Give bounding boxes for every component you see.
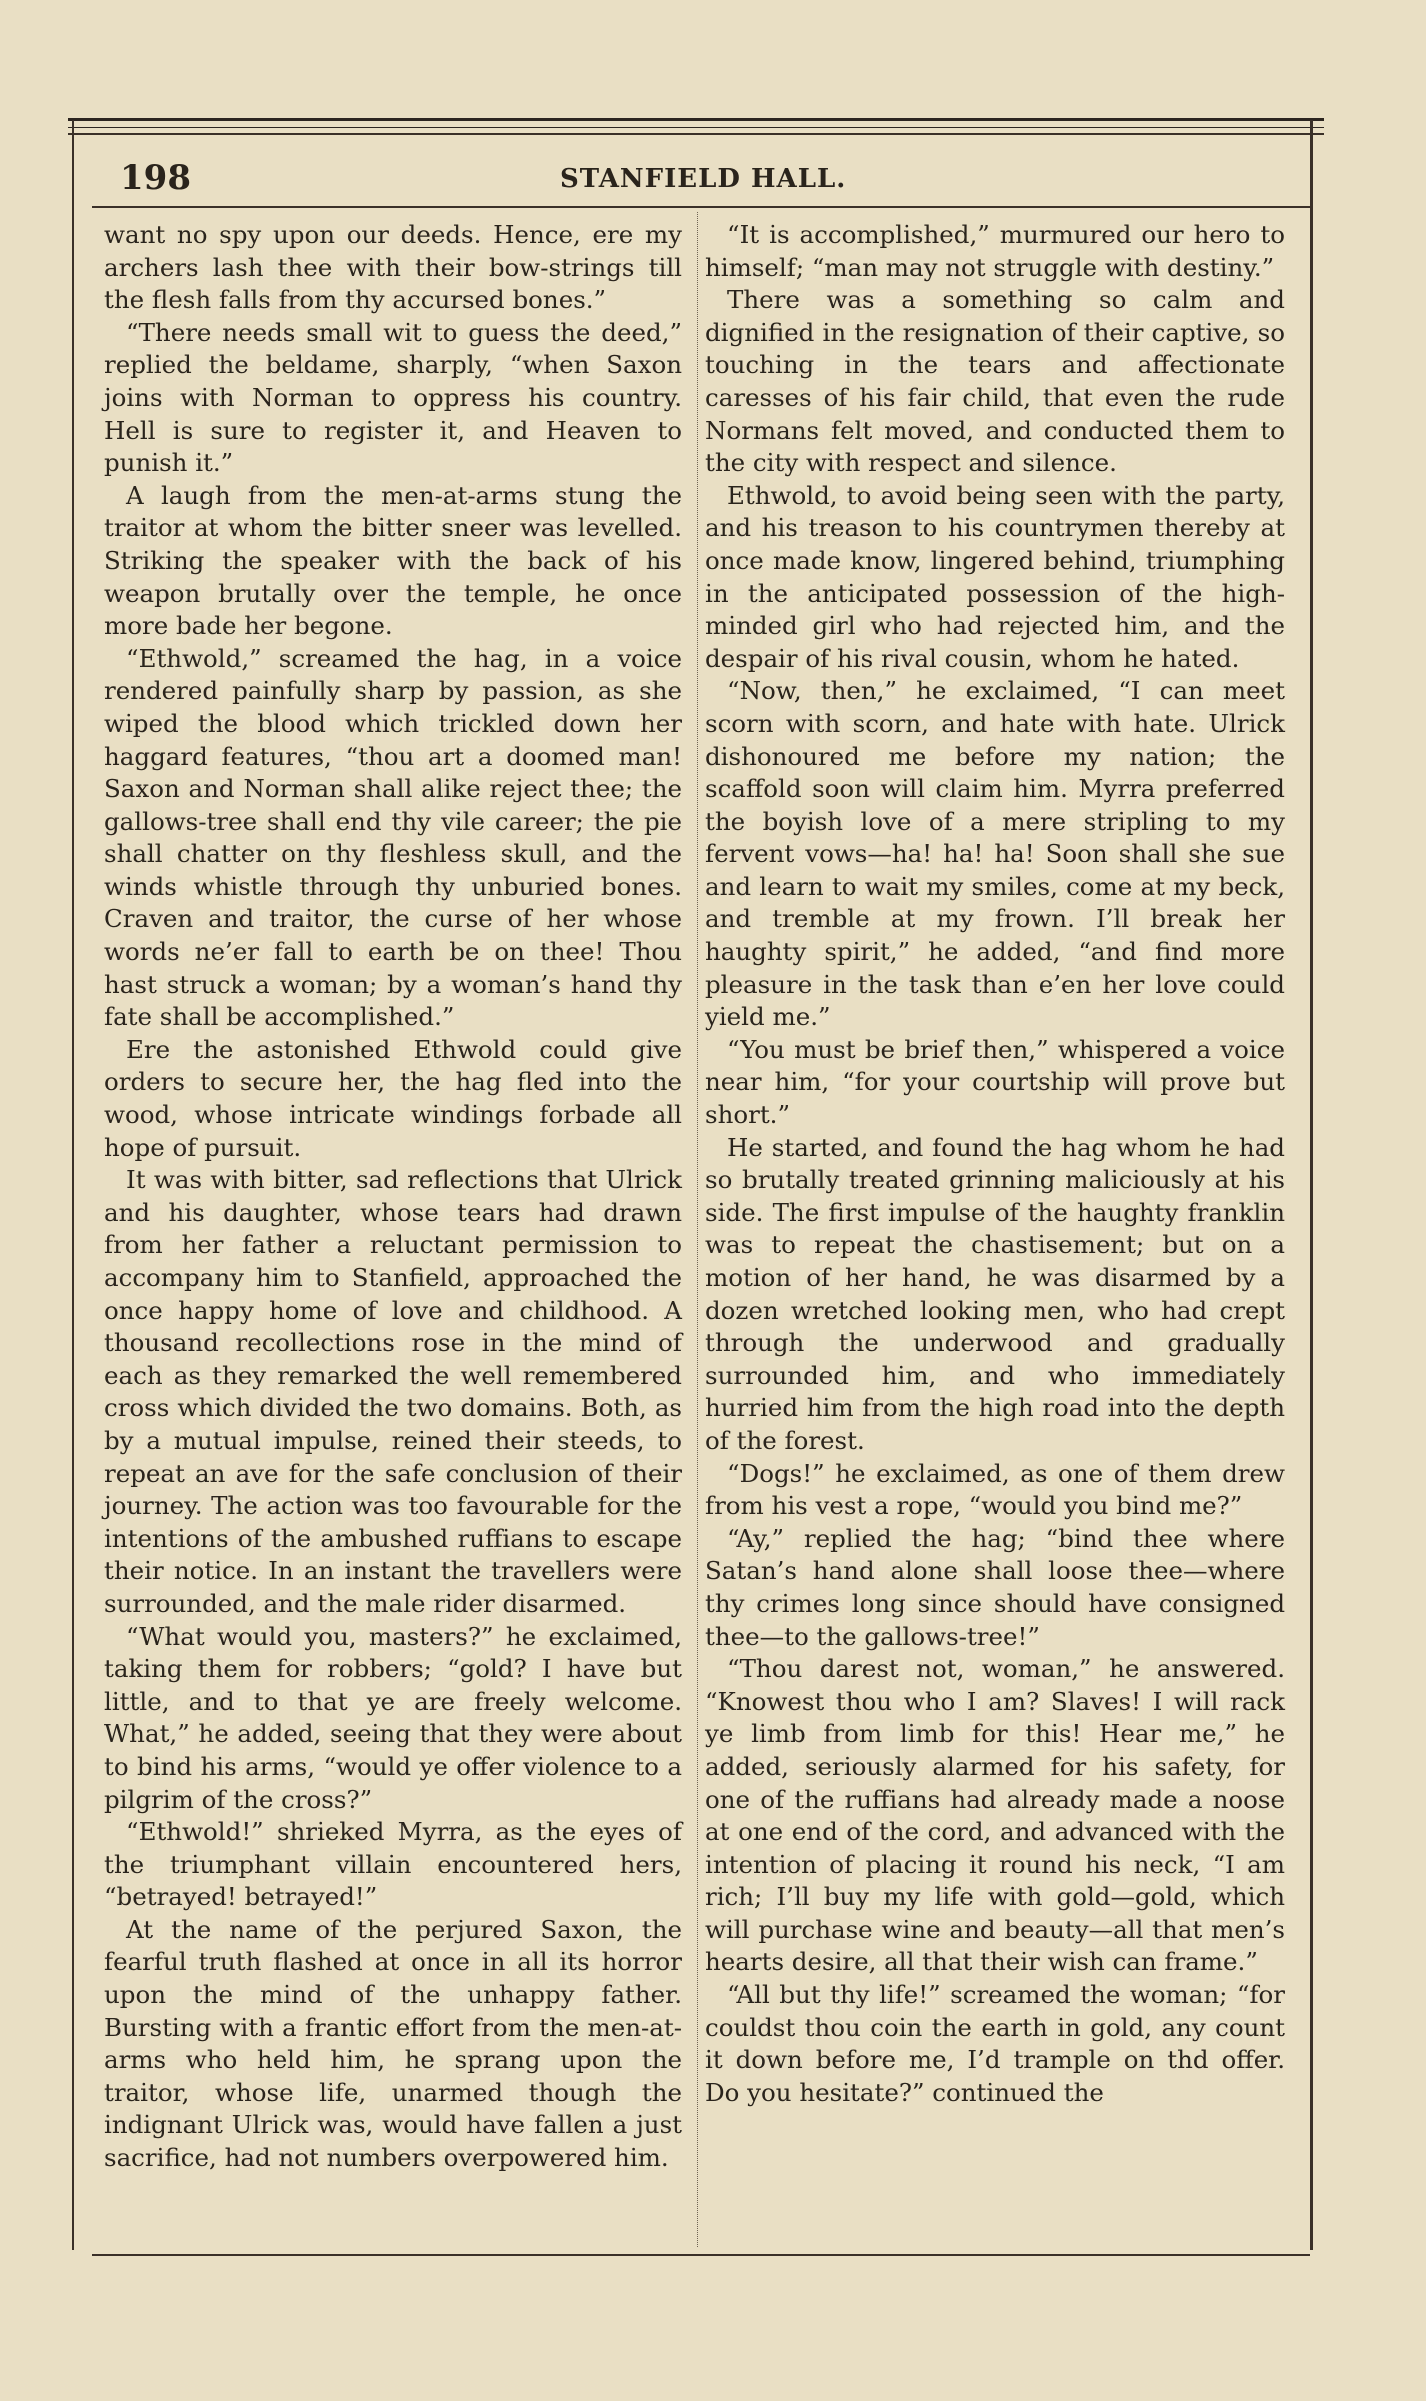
paragraph: He started, and found the hag whom he had so brutally treated grinning maliciously at his side. The first impulse of the haughty franklin was to repeat the chastisement; but on a motion of her hand, he was disarmed by a dozen wretched looking men, who had crept through the underwood and gradually surrounded him, and who immediately hurried him from the high road into the depth of the forest. — [705, 1132, 1285, 1455]
left-border-line — [72, 120, 74, 2250]
paragraph: “Thou darest not, woman,” he answered. “Knowest thou who I am? Slaves! I will rack ye limb from limb for this! Hear me,” he added, seriously alarmed for his safety, for one of the ruffians had already made a noose at one end of the cord, and advanced with the intention of placing it round his neck, “I am rich; I’ll buy my life with gold—gold, which will purchase wine and beauty—all that men’s hearts desire, all that their wish can frame.” — [705, 1654, 1285, 1977]
paragraph: “All but thy life!” screamed the woman; “for couldst thou coin the earth in gold, any count it down before me, I’d trample on thd offer. Do you hesitate?” continued the — [705, 1980, 1285, 2107]
paragraph: At the name of the perjured Saxon, the fearful truth flashed at once in all its horror upon the mind of the unhappy father. Bursting with a frantic effort from the men-at-arms who held him, he sprang upon the traitor, whose life, unarmed though the indignant Ulrick was, would have fallen a just sacrifice, had not numbers overpowered him. — [104, 1914, 682, 2173]
paragraph: There was a something so calm and dignified in the resignation of their captive, so touching in the tears and affectionate caresses of his fair child, that even the rude Normans felt moved, and conducted them to the city with respect and silence. — [705, 285, 1285, 478]
header-rule — [92, 206, 1310, 208]
top-border-rule-inner — [68, 133, 1324, 135]
paragraph: “Ethwold,” screamed the hag, in a voice rendered painfully sharp by passion, as she wiped the blood which trickled down her haggard features, “thou art a doomed man! Saxon and Norman shall alike reject thee; the gallows-tree shall end thy vile career; the pie shall chatter on thy fleshless skull, and the winds whistle through thy unburied bones. Craven and traitor, the curse of her whose words ne’er fall to earth be on thee! Thou hast struck a woman; by a woman’s hand thy fate shall be accomplished.” — [104, 643, 682, 1032]
paragraph: “Ay,” replied the hag; “bind thee where Satan’s hand alone shall loose thee—where thy crimes long since should have consigned thee—to the gallows-tree!” — [705, 1523, 1285, 1651]
right-border-line — [1310, 120, 1313, 2250]
paragraph: “What would you, masters?” he exclaimed, taking them for robbers; “gold? I have but little, and to that ye are freely welcome. What,” he added, seeing that they were about to bind his arms, “would ye offer violence to a pilgrim of the cross?” — [104, 1621, 682, 1814]
paragraph: Ethwold, to avoid being seen with the party, and his treason to his countrymen thereby at once made know, lingered behind, triumphing in the anticipated possession of the high-minded girl who had rejected him, and the despair of his rival cousin, whom he hated. — [705, 480, 1285, 673]
paragraph: “It is accomplished,” murmured our hero to himself; “man may not struggle with destiny.” — [705, 220, 1285, 282]
bottom-rule — [92, 2254, 1310, 2256]
column-divider — [697, 212, 698, 2247]
paragraph: “You must be brief then,” whispered a voice near him, “for your courtship will prove but short.” — [705, 1034, 1285, 1130]
paragraph: A laugh from the men-at-arms stung the traitor at whom the bitter sneer was levelled. Striking the speaker with the back of his weapon brutally over the temple, he once more bade her begone. — [104, 480, 682, 641]
top-border-rule — [68, 118, 1324, 128]
paragraph: “Now, then,” he exclaimed, “I can meet scorn with scorn, and hate with hate. Ulrick dishonoured me before my nation; the scaffold soon will claim him. Myrra preferred the boyish love of a mere stripling to my fervent vows—ha! ha! ha! Soon shall she sue and learn to wait my smiles, come at my beck, and tremble at my frown. I’ll break her haughty spirit,” he added, “and find more pleasure in the task than e’en her love could yield me.” — [705, 676, 1285, 1032]
paragraph: It was with bitter, sad reflections that Ulrick and his daughter, whose tears had drawn from her father a reluctant permission to accompany him to Stanfield, approached the once happy home of love and childhood. A thousand recollections rose in the mind of each as they remarked the well remembered cross which divided the two domains. Both, as by a mutual impulse, reined their steeds, to repeat an ave for the safe conclusion of their journey. The action was too favourable for the intentions of the ambushed ruffians to escape their notice. In an instant the travellers were surrounded, and the male rider disarmed. — [104, 1165, 682, 1618]
right-column — [705, 219, 1285, 2109]
page-number: 198 — [120, 158, 191, 198]
paragraph: “Dogs!” he exclaimed, as one of them drew from his vest a rope, “would you bind me?” — [705, 1458, 1285, 1521]
paragraph: “There needs small wit to guess the deed,” replied the beldame, sharply, “when Saxon joins with Norman to oppress his country. Hell is sure to register it, and Heaven to punish it.” — [104, 317, 682, 478]
left-column — [104, 219, 682, 2175]
paragraph: “Ethwold!” shrieked Myrra, as the eyes of the triumphant villain encountered hers, “betrayed! betrayed!” — [104, 1817, 682, 1912]
page-header — [120, 158, 1270, 202]
running-title: STANFIELD HALL. — [560, 164, 847, 194]
paragraph: want no spy upon our deeds. Hence, ere my archers lash thee with their bow-strings till the flesh falls from thy accursed bones.” — [104, 220, 682, 315]
paragraph: Ere the astonished Ethwold could give orders to secure her, the hag fled into the wood, whose intricate windings forbade all hope of pursuit. — [104, 1034, 682, 1162]
